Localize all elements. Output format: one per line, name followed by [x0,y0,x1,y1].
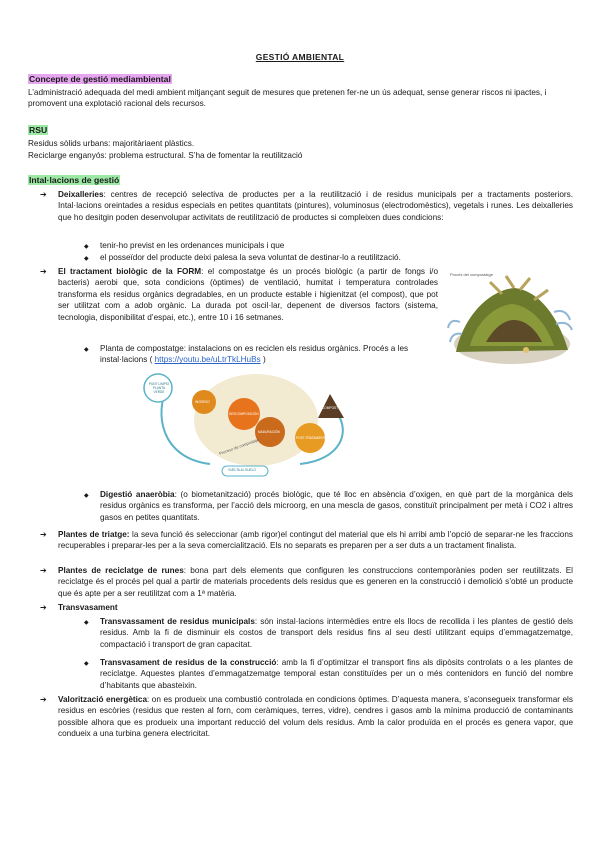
transvasament-construccio-term: Transvasament de residus de la construcció [100,658,277,667]
deixalleries-bullet-2: el posseïdor del producte deixi palesa la seva voluntat de destinar-lo a reutilització. [100,253,401,262]
anaerobic-text: : (o biometanització) procés biològic, que té lloc en absència d’oxigen, en què part de la morgànica dels residus orgànics es transforma, per l’acció dels microorg, en una mescla de gasos, constituït principalment per metà i CO2 i altres gasos en petites quantitats. [100,490,573,522]
form-bullet-1-end: ) [262,355,266,365]
install-heading [28,175,120,185]
compost-pile-image [446,272,576,372]
post-tratamiento-label: POST-TRATAMIENTO [296,436,328,440]
triatge-paragraph [58,529,573,552]
runes-term: Plantes de reciclatge de runes [58,566,184,575]
rsu-line-1: Residus sòlids urbans: majoritàriaent plàstics. [28,139,195,148]
rsu-heading-text: RSU [29,125,48,135]
deixalleries-bullet-1: tenir-ho previst en les ordenances municipals i que [100,241,285,250]
diamond-bullet-icon: ◆ [84,620,89,626]
anaerobic-term: Digestió anaeròbia [100,490,175,499]
arrow-bullet-icon: ➔ [40,267,47,276]
rsu-heading [28,125,48,135]
arrow-bullet-icon: ➔ [40,695,47,704]
compost-illustration [446,272,576,372]
vuelta-suelo-label: VUELTA AL SUELO [228,468,256,472]
arc-label: Proceso de compostaje [218,437,260,456]
form-text: : el compostatge és un procés biològic (a partir de fongs i/o bacteris) aerobi que, sota condicions (òptimes) de ventilació, humitat i temperatura controlades transforma els residus orgànics degradables, en un producte estable i higienitzat (el compost), que pot ser utilitzat com a adob orgànic. La durada pot oscil·lar, depenent de diversos factors (sistema, tecnologia, disponibilitat d’espai, etc.), entre 10 i 16 setmanes. [58,267,438,322]
compost-caption: Procés del compostatge [450,272,493,277]
diamond-bullet-icon: ◆ [84,256,89,262]
arrow-bullet-icon: ➔ [40,566,47,575]
runes-paragraph [58,565,573,599]
form-bullet-1-text: Planta de compostatge: instalacions on es reciclen els residus orgànics. Procés a les instal·lacions ( [100,344,409,365]
page-title: GESTIÓ AMBIENTAL [255,52,345,62]
anaerobic-paragraph [100,489,573,523]
cloud-left-label: PUNT LIMPIO PLANTA VERDE [148,382,170,394]
arrow-bullet-icon: ➔ [40,190,47,199]
concept-heading-text: Concepte de gestió mediambiental [29,74,171,84]
diamond-bullet-icon: ◆ [84,347,89,353]
transvasament-construccio [100,657,573,691]
transvasament-construccio-text: : amb la fi d’optimitzar el transport fins als dipòsits controlats o a les plantes de reciclatge. Aquestes plantes d’emmagatzematge temporal estan constituïdes per un o més contenidors en funció del nombre d’habitants que abasteixin. [100,658,573,690]
form-term: El tractament biològic de la FORM [58,267,202,276]
descomposicion-label: DESCOMPOSICIÓN [229,412,259,416]
maduracion-label: MADURACIÓN [258,430,280,434]
form-paragraph [58,266,438,323]
diamond-bullet-icon: ◆ [84,493,89,499]
transvasament-heading: Transvasament [58,603,118,612]
valoritzacio-term: Valorització energètica [58,695,147,704]
deixalleries-term: Deixalleries [58,190,104,199]
concept-heading [28,74,172,84]
valoritzacio-text: : on es produeix una combustió controlada en condicions òptimes. D’aquesta manera, s’aconsegueix transformar els residus en escòries (residus que resten al forn, com ceràmiques, terres, vidre), cendres i gasos amb la mínima producció de contaminants possible alhora que es produeix una important reducció del volum dels residus. Amb la calor produïda en el procés es genera vapor, que condueix a una turbina genera electricitat. [58,695,573,739]
diamond-bullet-icon: ◆ [84,244,89,250]
triatge-text: la seva funció és seleccionar (amb rigor)el contingut del material que els hi arribi amb l’opció de separar-ne les fraccions recuperables i preparar-les per a la seva comercialització. Els no separats es preparen per a ser duts a un tractament finalista. [58,530,574,551]
youtube-link[interactable]: https://youtu.be/uLtrTkLHuBs [154,355,261,365]
transvasament-municipal-term: Transvassament de residus municipals [100,617,255,626]
diamond-bullet-icon: ◆ [84,661,89,667]
arrow-bullet-icon: ➔ [40,530,47,539]
concept-text: L’administració adequada del medi ambient mitjançant seguit de mesures que pretenen fer-ne un ús adequat, sense generar riscos ni ipactes, i promovent una explotació racional dels recursos. [28,88,547,109]
composting-diagram-svg [140,372,360,480]
arrow-bullet-icon: ➔ [40,603,47,612]
deixalleries-text: : centres de recepció selectiva de productes per a la reutilització i de residus municipals per a tractaments posteriors. Intal·lacions oreintades a residus especials en petites quantitats (pintures), voluminosus (electrodomèstics), vegetals i runes. Les deixalleries que ho desitgin poden desenvolupar activitats de reutilització de productes si compleixen dues condicions: [58,190,573,222]
runes-text: : bona part dels elements que configuren les construccions contemporànies poden ser reutilitzats. El reciclatge és el procés pel qual a partir de materials procedents dels residus que es generen en la construcció i demolició s’obté un producte que és apte per a ser reutilitzat com a 1ª matèria. [58,566,574,598]
transvasament-municipal-text: : són instal·lacions intermèdies entre els llocs de recollida i les plantes de gestió dels residus. Amb la fi de disminuir els costos de transport dels residus fins al seu destí utilitzant equips d’emmagatzematge, compactació i transport de gran capacitat. [100,617,573,649]
composting-diagram [140,372,360,480]
install-heading-text: Intal·lacions de gestió [29,175,120,185]
ingreso-label: INGRESO [195,400,210,404]
compost-label: COMPOST [322,406,339,410]
rsu-line-2: Reciclarge enganyós: problema estructural. S’ha de fomentar la reutilització [28,151,303,160]
deixalleries-paragraph [58,189,573,223]
form-bullet-1 [100,343,438,366]
transvasament-municipal [100,616,573,650]
valoritzacio-paragraph [58,694,573,740]
triatge-term: Plantes de triatge: [58,530,130,539]
